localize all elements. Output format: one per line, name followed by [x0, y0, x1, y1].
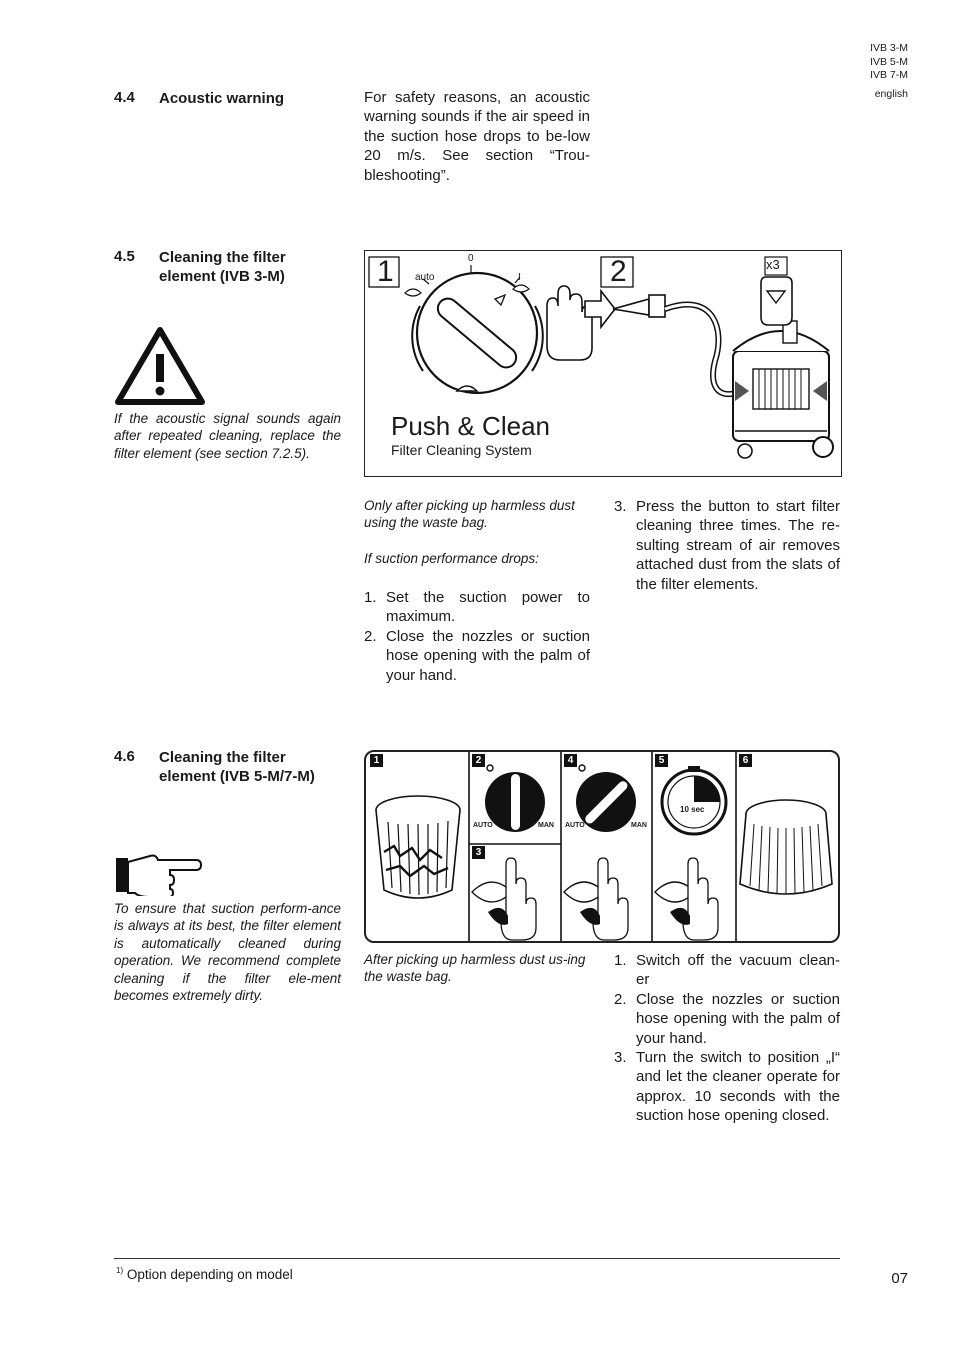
page-number: 07 [891, 1270, 908, 1287]
dial-auto-label: auto [415, 272, 435, 283]
section-4-6-number: 4.6 [114, 748, 135, 765]
step-number: 1. [364, 589, 377, 606]
model-line-3: IVB 7-M [870, 69, 908, 81]
step-number: 1. [614, 952, 627, 969]
panel-2-man-label: MAN [538, 822, 554, 829]
sec46-intro: After picking up harmless dust us-ing the waste bag. [364, 952, 586, 985]
sec46-step-2 [614, 990, 840, 1048]
section-4-6-title: Cleaning the filter element (IVB 5-M/7-M) [159, 749, 315, 785]
dial-zero-label: 0 [468, 253, 474, 264]
sec46-step-3 [614, 1048, 840, 1126]
panel-2-number: 2 [472, 754, 485, 767]
section-4-4-body: For safety reasons, an acoustic warning sounds if the air speed in the suction hose drops to be-low 20 m/s. See section “Trou-bleshooting”. [364, 89, 590, 184]
dial-one-label: I [518, 272, 521, 283]
warning-triangle-icon [114, 326, 206, 406]
filter-cleaning-figure [364, 750, 840, 943]
step-number: 2. [364, 627, 377, 645]
footnote-mark: 1) [116, 1266, 124, 1275]
warning-note: If the acoustic signal sounds again after repeated cleaning, replace the filter element (see section 7.2.5). [114, 411, 341, 461]
sec45-intro-2: If suction performance drops: [364, 551, 539, 566]
panel-4-auto-label: AUTO [565, 822, 585, 829]
step-text: Close the nozzles or suction hose opening with the palm of your hand. [386, 627, 590, 684]
model-line-1: IVB 3-M [870, 42, 908, 54]
panel-6-number: 6 [739, 754, 752, 767]
section-4-5-title: Cleaning the filter element (IVB 3-M) [159, 249, 286, 285]
panel-4-number: 4 [564, 754, 577, 767]
sec45-step-3 [614, 497, 840, 594]
footnote [116, 1267, 293, 1282]
panel-3-number: 3 [472, 846, 485, 859]
step-text: Turn the switch to position „I“ and let the cleaner operate for approx. 10 seconds with the suction hose opening closed. [636, 1049, 840, 1125]
step-text: Press the button to start filter cleaning three times. The re-sulting stream of air removes attached dust from the slats of the filter elements. [636, 498, 840, 593]
step-number: 3. [614, 498, 627, 515]
step-text: Switch off the vacuum clean-er [636, 952, 840, 989]
sec45-step-1 [364, 588, 590, 627]
panel-2-auto-label: AUTO [473, 822, 493, 829]
press-count-label: x3 [766, 257, 780, 272]
panel-5-number: 5 [655, 754, 668, 767]
pointing-hand-icon [114, 852, 202, 896]
sec46-step-1 [614, 951, 840, 990]
sec46-steps [614, 951, 840, 1126]
page-header [870, 42, 908, 101]
section-4-4-number: 4.4 [114, 89, 135, 106]
panel-1-number: 1 [370, 754, 383, 767]
section-4-5-number: 4.5 [114, 248, 135, 265]
hint-note: To ensure that suction perform-ance is always at its best, the filter element is automatically cleaned during operation. We recommend complete cleaning if the filter ele-ment becomes extremely dirty. [114, 901, 341, 1004]
push-clean-subtitle: Filter Cleaning System [391, 442, 532, 458]
step-number: 3. [614, 1049, 627, 1067]
sec45-steps-right [614, 497, 840, 594]
sec45-intro-1: Only after picking up harmless dust using the waste bag. [364, 498, 575, 531]
language-label: english [874, 87, 908, 100]
step-text: Set the suction power to maximum. [386, 589, 590, 626]
footnote-text: Option depending on model [126, 1267, 293, 1282]
timer-label: 10 sec [680, 805, 705, 814]
panel-4-man-label: MAN [631, 822, 647, 829]
section-4-4-title: Acoustic warning [159, 90, 285, 107]
push-clean-title: Push & Clean [391, 411, 550, 441]
sec45-step-2 [364, 627, 590, 685]
sec45-steps-left [364, 588, 590, 685]
push-clean-figure [364, 250, 842, 477]
step-number: 2. [614, 990, 627, 1008]
filter-cleaning-illustration [366, 752, 838, 941]
step-text: Close the nozzles or suction hose opening with the palm of your hand. [636, 990, 840, 1047]
step-1-label: 1 [377, 255, 394, 288]
step-2-label: 2 [610, 255, 627, 288]
footer-divider [114, 1258, 840, 1259]
model-line-2: IVB 5-M [870, 55, 908, 68]
